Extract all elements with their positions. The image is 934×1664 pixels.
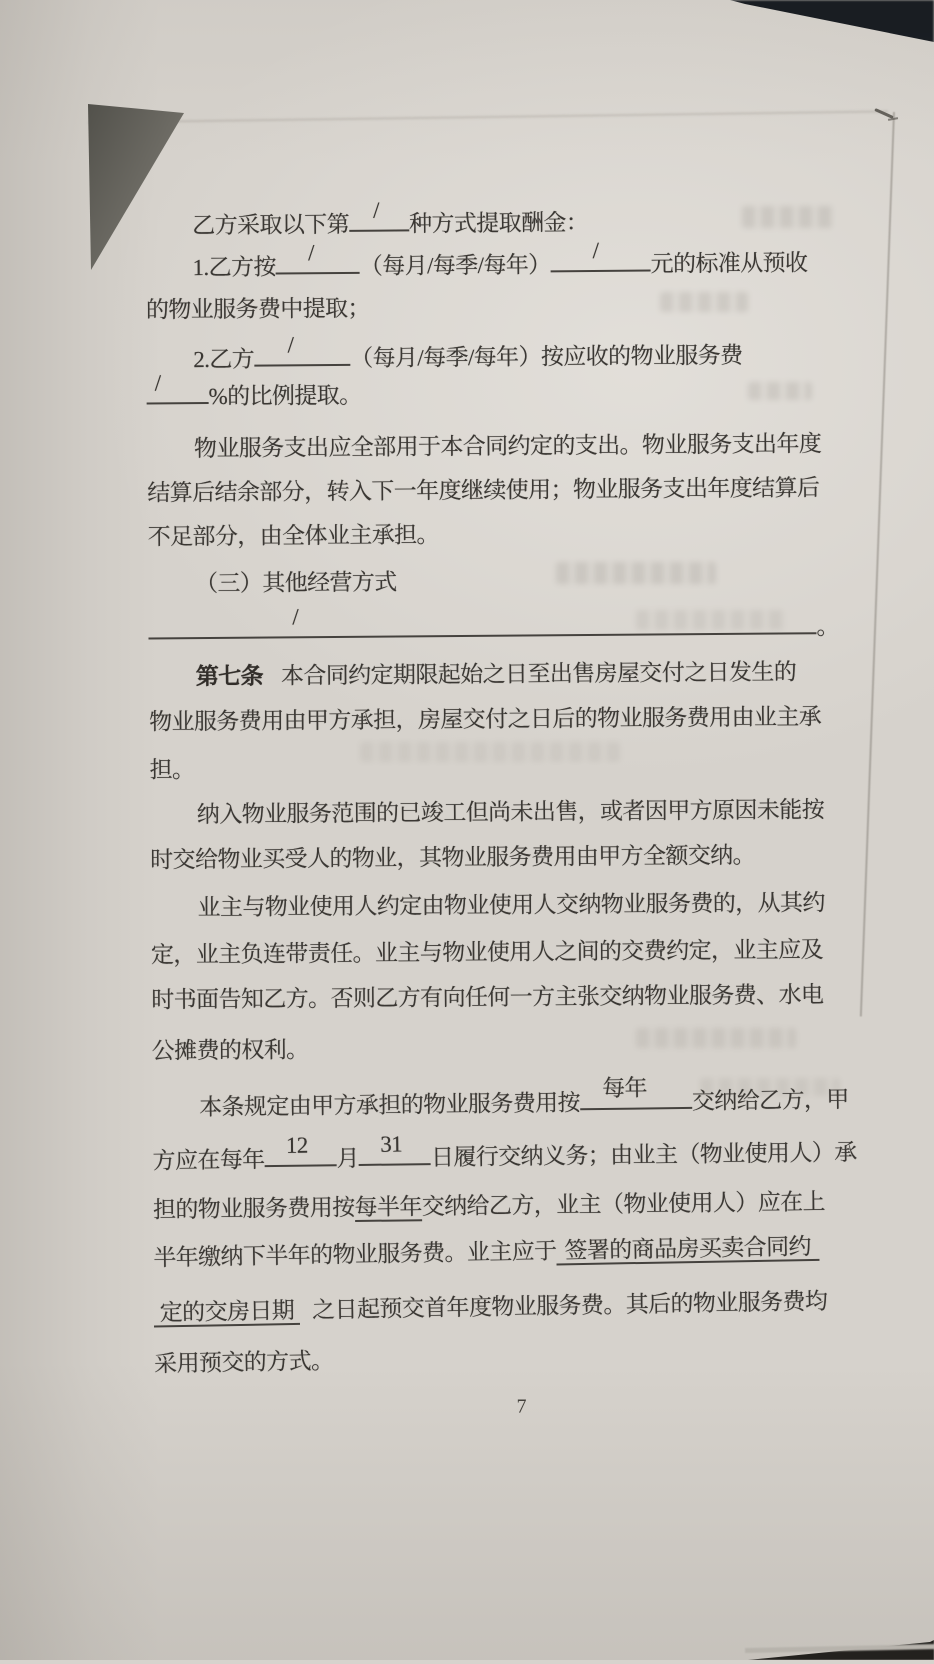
contract-line-6 — [147, 422, 894, 472]
text-run: %的比例提取。 — [208, 383, 361, 409]
fill-in-blank — [359, 1163, 431, 1166]
contract-line-13 — [149, 743, 849, 792]
text-run: 业主与物业使用人约定由物业使用人交纳物业服务费的，从其约 — [198, 890, 825, 920]
contract-line-11 — [149, 650, 896, 700]
fill-in-blank — [580, 1107, 692, 1110]
filled-underline-text: 签署的商品房买卖合同约 — [556, 1234, 819, 1266]
text-run: 种方式提取酬金： — [409, 210, 588, 236]
contract-line-12 — [149, 695, 849, 744]
text-run: 1.乙方按 — [192, 254, 275, 280]
fill-in-blank — [265, 1164, 337, 1167]
fill-in-blank — [551, 270, 651, 273]
text-run: 的物业服务费中提取； — [146, 296, 370, 323]
contract-line-8 — [148, 510, 848, 559]
text-run: 交纳给乙方，业主（物业使用人）应在上 — [422, 1189, 825, 1219]
contract-lines — [0, 0, 927, 4]
blank-mark: / — [287, 323, 293, 367]
blank-mark: / — [292, 595, 298, 639]
text-run: （每月/每季/每年）按应收的物业服务费 — [350, 343, 743, 371]
contract-line-9 — [148, 557, 895, 607]
text-run: 物业服务费用由甲方承担，房屋交付之日后的物业服务费用由业主承 — [149, 704, 821, 734]
contract-line-3 — [146, 283, 846, 332]
text-run: 结算后结余部分，转入下一年度继续使用；物业服务支出年度结算后 — [147, 475, 819, 505]
blank-mark: 12 — [286, 1124, 308, 1168]
text-run: 半年缴纳下半年的物业服务费。业主应于 — [153, 1238, 557, 1270]
text-run: 方应在每年 — [152, 1147, 264, 1173]
text-run: 之日起预交首年度物业服务费。其后的物业服务费均 — [312, 1289, 828, 1323]
blank-mark: / — [155, 361, 161, 405]
text-run: 2.乙方 — [193, 347, 254, 372]
fill-in-blank — [276, 272, 360, 275]
text-run: 时书面告知乙方。否则乙方有向任何一方主张交纳物业服务费、水电 — [151, 982, 823, 1012]
contract-line-22 — [153, 1180, 853, 1233]
fill-in-blank — [148, 632, 816, 639]
text-run: （每月/每季/每年） — [360, 252, 551, 278]
text-run: 采用预交的方式。 — [154, 1348, 334, 1376]
blank-mark: 31 — [380, 1122, 402, 1166]
contract-line-7 — [147, 466, 847, 515]
contract-line-20 — [152, 1077, 899, 1130]
blank-mark: / — [308, 231, 314, 275]
text-run: 本合同约定期限起始之日至出售房屋交付之日发生的 — [281, 659, 796, 688]
text-run: 乙方采取以下第 — [192, 212, 349, 238]
text-run: 纳入物业服务范围的已竣工但尚未出售，或者因甲方原因未能按 — [197, 797, 824, 827]
contract-line-5 — [146, 370, 846, 419]
fill-in-blank — [349, 229, 409, 231]
text-run: 公摊费的权利。 — [152, 1037, 309, 1063]
filled-underline-text: 每半年 — [354, 1194, 422, 1222]
contract-line-17 — [151, 928, 851, 977]
page-number: 7 — [516, 1396, 526, 1419]
text-run: 定，业主负连带责任。业主与物业使用人之间的交费约定，业主应及 — [151, 937, 823, 967]
text-run: 交纳给乙方，甲 — [692, 1087, 849, 1114]
contract-line-16 — [150, 881, 897, 931]
contract-line-14 — [150, 788, 897, 838]
text-run: 担。 — [149, 757, 194, 782]
filled-underline-text: 定的交房日期 — [154, 1298, 301, 1328]
contract-line-24 — [153, 1279, 854, 1335]
contract-line-21 — [152, 1131, 852, 1184]
contract-line-10 — [148, 605, 848, 654]
fill-in-blank — [147, 402, 209, 404]
clause-heading: 第七条 — [196, 664, 263, 690]
text-run: 物业服务支出应全部用于本合同约定的支出。物业服务支出年度 — [194, 431, 821, 461]
text-run: 时交给物业买受人的物业，其物业服务费用由甲方全额交纳。 — [150, 843, 755, 873]
contract-line-19 — [152, 1024, 852, 1073]
text-run: 元的标准从预收 — [651, 250, 808, 276]
fill-in-blank — [254, 364, 350, 367]
text-run: 担的物业服务费用按 — [153, 1195, 355, 1222]
contract-line-15 — [150, 833, 850, 882]
text-run: 日履行交纳义务；由业主（物业使用人）承 — [431, 1140, 857, 1170]
blank-mark: 每年 — [602, 1066, 647, 1111]
contract-line-23 — [153, 1224, 854, 1280]
text-run: 月 — [336, 1146, 359, 1171]
contract-line-25 — [154, 1330, 855, 1386]
blank-mark: / — [373, 189, 379, 233]
blank-mark: / — [592, 229, 598, 273]
contract-line-18 — [151, 973, 851, 1022]
text-run: （三）其他经营方式 — [195, 570, 397, 597]
text-run: 本条规定由甲方承担的物业服务费用按 — [199, 1090, 580, 1120]
text-run: 不足部分，由全体业主承担。 — [148, 522, 439, 549]
text-run: 。 — [816, 614, 839, 639]
